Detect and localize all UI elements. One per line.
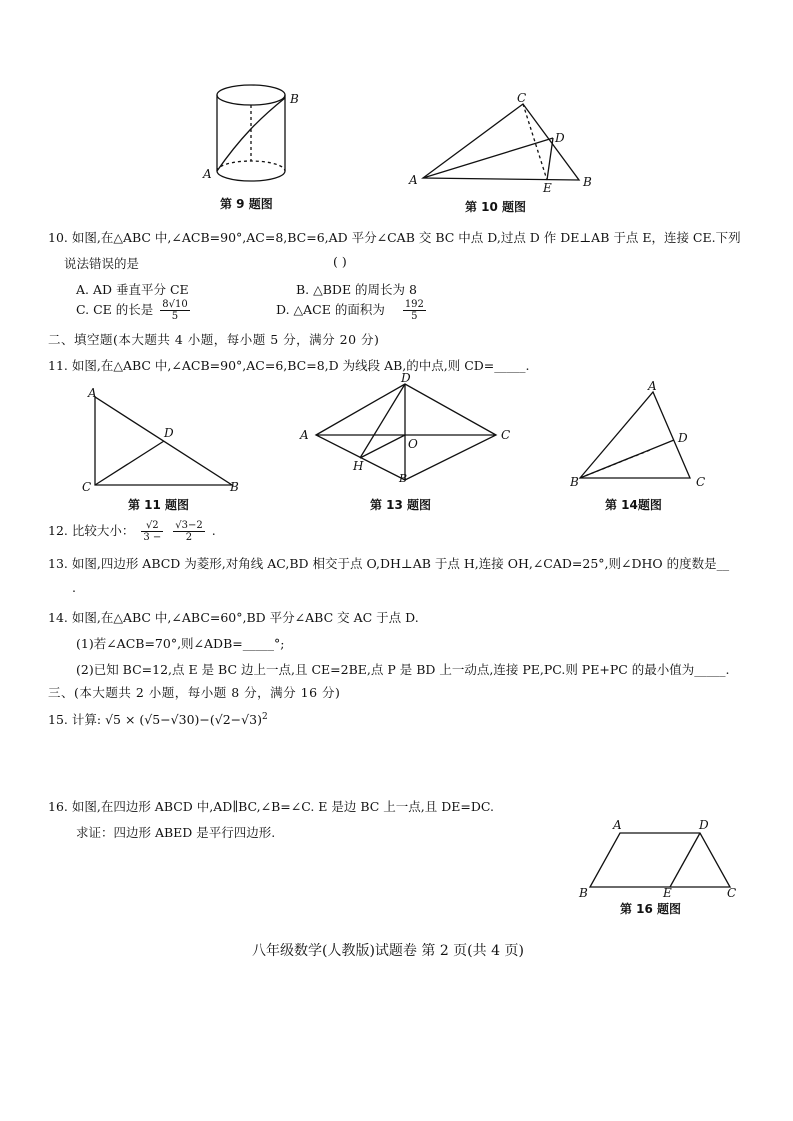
q15-text xyxy=(48,710,268,728)
q13-line1: 13. 如图,四边形 ABCD 为菱形,对角线 AC,BD 相交于点 O,DH⊥AB 于点 H,连接 OH,∠CAD=25°,则∠DHO 的度数是__ xyxy=(48,556,730,571)
fig11-label-c: C xyxy=(82,480,92,494)
q12-suffix: . xyxy=(211,523,216,538)
figure-9-cylinder xyxy=(200,78,310,188)
q10-option-c-fraction: $\frac{8√10}{5}$ xyxy=(162,299,188,322)
q16-line1: 16. 如图,在四边形 ABCD 中,AD∥BC,∠B=∠C. E 是边 BC 上一点,且 DE=DC. xyxy=(48,799,494,814)
fig14-label-c: C xyxy=(696,475,706,489)
q10-option-c-text: C. CE 的长是 xyxy=(76,302,154,317)
q12-text xyxy=(48,520,216,543)
q16-line2: 求证：四边形 ABED 是平行四边形. xyxy=(76,825,276,840)
figure-10-triangle xyxy=(405,92,600,192)
fig14-label-b: B xyxy=(570,475,579,489)
q14-line1: 14. 如图,在△ABC 中,∠ABC=60°,BD 平分∠ABC 交 AC 于点 D. xyxy=(48,610,419,625)
figure-16-trapezoid xyxy=(575,815,745,900)
fig13-label-h: H xyxy=(353,459,364,473)
fig13-label-a: A xyxy=(300,428,309,442)
q12-fraction-left: $\frac{√2}{3 -}$ xyxy=(143,520,162,543)
q10-option-c xyxy=(76,299,193,322)
fig13-label-c: C xyxy=(501,428,511,442)
fig16-label-a: A xyxy=(613,818,622,832)
figure-11-right-triangle xyxy=(82,385,247,495)
fig10-label-d: D xyxy=(555,131,565,145)
q10-option-d-text: D. △ACE 的面积为 xyxy=(276,302,385,317)
figure-9-caption: 第 9 题图 xyxy=(220,197,273,211)
figure-13-rhombus xyxy=(298,372,518,484)
fig10-label-a: A xyxy=(409,173,418,187)
fig14-label-a: A xyxy=(648,379,657,393)
q15-exponent: 2 xyxy=(261,711,268,722)
fig16-label-c: C xyxy=(727,886,737,900)
figure-14-caption: 第 14题图 xyxy=(605,498,662,512)
q13-line2: . xyxy=(72,580,76,595)
q10-option-a: A. AD 垂直平分 CE xyxy=(76,282,189,297)
fig10-label-c: C xyxy=(517,92,527,105)
fig13-label-o: O xyxy=(408,437,418,451)
section-3-heading: 三、(本大题共 2 小题，每小题 8 分，满分 16 分) xyxy=(48,685,341,700)
q10-option-d xyxy=(276,299,429,322)
q15-expression: √5 × (√5−√30)−(√2−√3) xyxy=(105,712,262,727)
q12-prefix: 12. 比较大小： xyxy=(48,523,135,538)
q12-fraction-right: $\frac{√3-2}{2}$ xyxy=(175,520,203,543)
fig16-label-d: D xyxy=(699,818,709,832)
fig13-label-b: B xyxy=(399,472,408,484)
figure-11-caption: 第 11 题图 xyxy=(128,498,190,512)
section-2-heading: 二、填空题(本大题共 4 小题，每小题 5 分，满分 20 分) xyxy=(48,332,380,347)
fig16-label-e: E xyxy=(663,886,672,900)
fig14-label-d: D xyxy=(678,431,688,445)
q15-prefix: 15. 计算: xyxy=(48,712,102,727)
fig10-label-e: E xyxy=(543,181,552,192)
fig11-label-a: A xyxy=(88,386,97,400)
fig9-label-a: A xyxy=(203,167,212,181)
figure-16-caption: 第 16 题图 xyxy=(620,902,682,916)
q10-line2: 说法错误的是 xyxy=(64,256,140,271)
q11-text: 11. 如图,在△ABC 中,∠ACB=90°,AC=6,BC=8,D 为线段 AB,的中点,则 CD=_____. xyxy=(48,358,530,373)
q14-part1: (1)若∠ACB=70°,则∠ADB=_____°; xyxy=(76,636,285,651)
figure-13-caption: 第 13 题图 xyxy=(370,498,432,512)
fig11-label-d: D xyxy=(164,426,174,440)
figure-14-triangle xyxy=(570,378,715,490)
fig10-label-b: B xyxy=(583,175,592,189)
fig13-label-d: D xyxy=(401,372,411,385)
fig11-label-b: B xyxy=(230,480,239,494)
fig9-label-b: B xyxy=(290,92,299,106)
q10-line1: 10. 如图,在△ABC 中,∠ACB=90°,AC=8,BC=6,AD 平分∠CAB 交 BC 中点 D,过点 D 作 DE⊥AB 于点 E，连接 CE.下列 xyxy=(48,230,741,245)
q10-option-b: B. △BDE 的周长为 8 xyxy=(296,282,417,297)
fig16-label-b: B xyxy=(579,886,588,900)
q14-part2: (2)已知 BC=12,点 E 是 BC 边上一点,且 CE=2BE,点 P 是 BD 上一动点,连接 PE,PC.则 PE+PC 的最小值为_____. xyxy=(76,662,730,677)
q10-answer-paren: ( ) xyxy=(333,254,347,269)
page-footer: 八年级数学(人教版)试题卷 第 2 页(共 4 页) xyxy=(252,943,524,959)
q10-option-d-fraction: $\frac{192}{5}$ xyxy=(404,299,424,322)
figure-10-caption: 第 10 题图 xyxy=(465,200,527,214)
